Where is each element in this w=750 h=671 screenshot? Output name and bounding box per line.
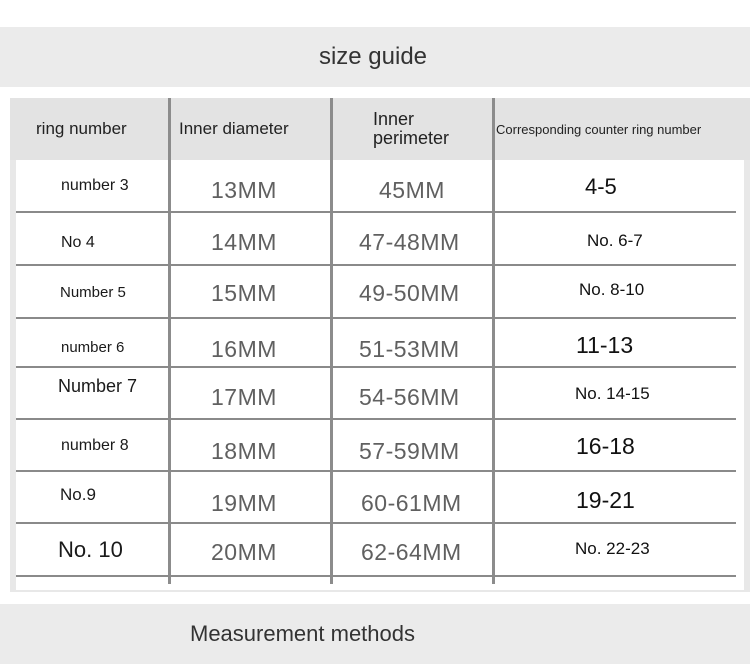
measurement-methods-banner <box>0 604 750 664</box>
inner-diameter-cell: 19MM <box>211 489 277 516</box>
column-divider <box>492 98 495 584</box>
column-header-counter-ring-number: Corresponding counter ring number <box>496 121 702 137</box>
counter-ring-number-cell: No. 14-15 <box>575 384 650 403</box>
ring-number-cell: Number 5 <box>60 283 126 301</box>
inner-perimeter-cell: 60-61MM <box>361 489 462 516</box>
ring-number-cell: number 6 <box>61 338 125 356</box>
row-divider <box>16 522 736 524</box>
ring-number-cell: number 3 <box>61 177 129 194</box>
column-header-inner-diameter: Inner diameter <box>179 119 289 138</box>
counter-ring-number-cell: 4-5 <box>585 174 617 199</box>
inner-perimeter-cell: 54-56MM <box>359 383 460 410</box>
row-divider <box>16 470 736 472</box>
counter-ring-number-cell: No. 6-7 <box>587 231 643 250</box>
counter-ring-number-cell: 16-18 <box>576 432 635 459</box>
inner-perimeter-cell: 45MM <box>379 176 445 203</box>
ring-number-cell: No. 10 <box>58 537 123 562</box>
counter-ring-number-cell: No. 22-23 <box>575 539 650 558</box>
row-divider <box>16 264 736 266</box>
counter-ring-number-cell: 11-13 <box>576 331 634 358</box>
ring-number-cell: No.9 <box>60 485 96 504</box>
table-header <box>10 98 750 160</box>
inner-diameter-cell: 15MM <box>211 279 277 306</box>
inner-diameter-cell: 14MM <box>211 228 277 255</box>
row-divider <box>16 211 736 213</box>
size-table <box>10 98 750 592</box>
column-divider <box>168 98 171 584</box>
counter-ring-number-cell: No. 8-10 <box>579 280 645 299</box>
column-divider <box>330 98 333 584</box>
size-guide-banner <box>0 27 750 87</box>
inner-diameter-cell: 20MM <box>211 538 277 565</box>
column-header-ring-number: ring number <box>36 119 127 138</box>
ring-number-cell: Number 7 <box>58 376 138 396</box>
inner-diameter-cell: 13MM <box>211 176 277 203</box>
inner-perimeter-cell: 51-53MM <box>359 335 460 362</box>
inner-perimeter-cell: 62-64MM <box>361 538 462 565</box>
inner-perimeter-cell: 47-48MM <box>359 228 460 255</box>
table-body <box>16 160 744 590</box>
inner-diameter-cell: 17MM <box>211 383 277 410</box>
inner-perimeter-cell: 49-50MM <box>359 279 460 306</box>
ring-number-cell: number 8 <box>61 437 129 454</box>
row-divider <box>16 366 736 368</box>
inner-diameter-cell: 16MM <box>211 335 277 362</box>
row-divider <box>16 317 736 319</box>
section-title: Measurement methods <box>190 621 415 646</box>
inner-diameter-cell: 18MM <box>211 437 277 464</box>
page-title: size guide <box>318 43 428 70</box>
column-header-inner-perimeter: Inner perimeter <box>373 109 450 148</box>
row-divider <box>16 575 736 577</box>
counter-ring-number-cell: 19-21 <box>576 486 635 513</box>
inner-perimeter-cell: 57-59MM <box>359 437 460 464</box>
ring-number-cell: No 4 <box>61 234 95 251</box>
